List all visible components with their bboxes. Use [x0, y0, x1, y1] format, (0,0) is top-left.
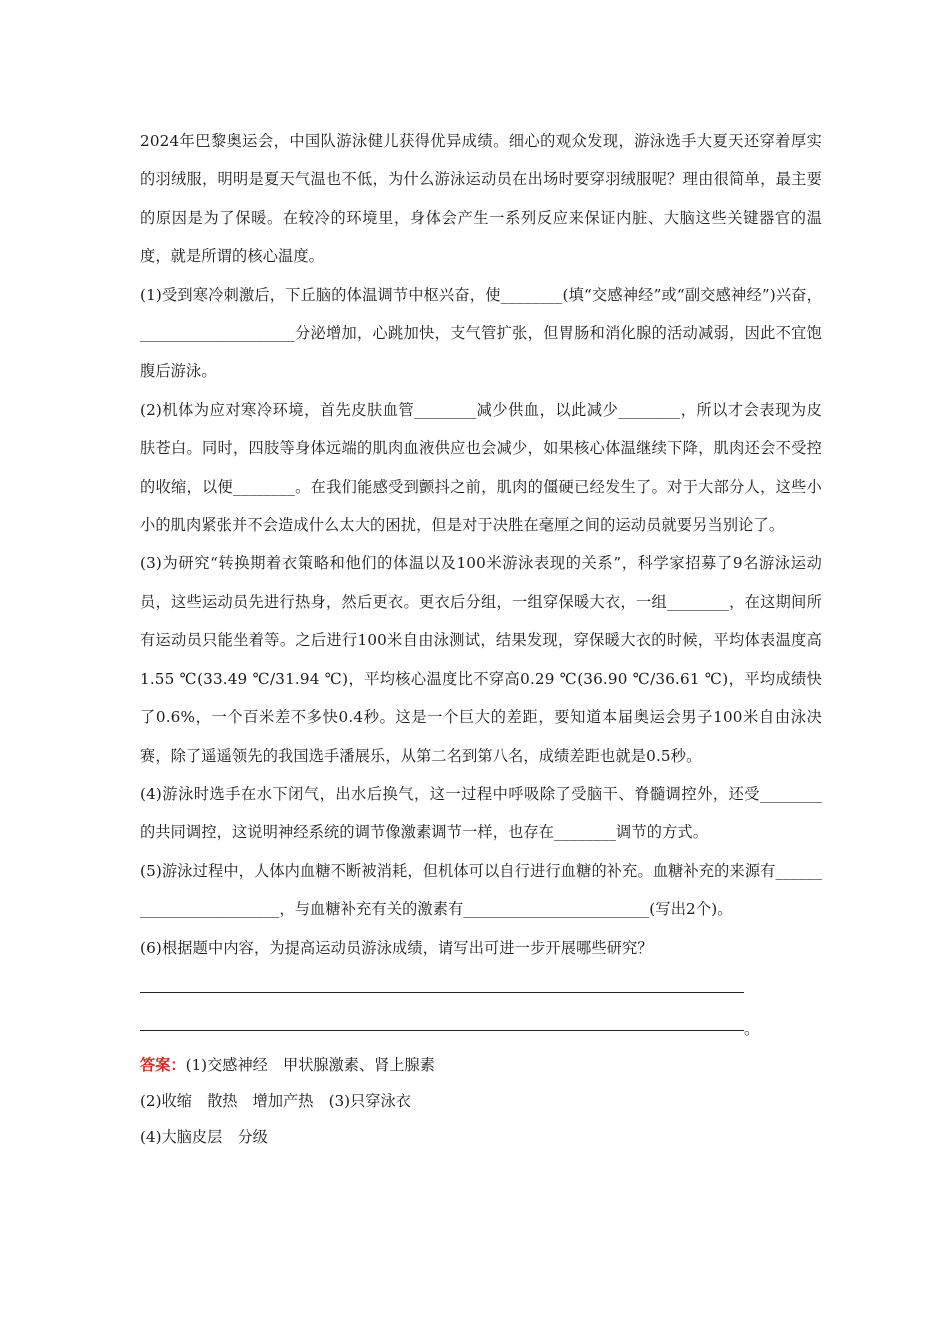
answer-line-2: (2)收缩 散热 增加产热 (3)只穿泳衣	[140, 1091, 411, 1110]
question-5: (5)游泳过程中，人体内血糖不断被消耗，但机体可以自行进行血糖的补充。血糖补充的来源有________________________，与血糖补充有关的激素有________________________(写出2个)。	[140, 861, 822, 919]
question-6: (6)根据题中内容，为提高运动员游泳成绩，请写出可进一步开展哪些研究？	[140, 938, 653, 957]
question-4: (4)游泳时选手在水下闭气，出水后换气，这一过程中呼吸除了受脑干、脊髓调控外，还受________的共同调控，这说明神经系统的调节像激素调节一样，也存在________调节的方式。	[140, 784, 822, 842]
answer-section	[140, 1047, 822, 1155]
answer-1: (1)交感神经 甲状腺激素、肾上腺素	[185, 1055, 435, 1074]
blank-rule	[140, 992, 744, 993]
intro-paragraph: 2024年巴黎奥运会，中国队游泳健儿获得优异成绩。细心的观众发现，游泳选手大夏天还穿着厚实的羽绒服，明明是夏天气温也不低，为什么游泳运动员在出场时要穿羽绒服呢？理由很简单，最主要的原因是为了保暖。在较冷的环境里，身体会产生一系列反应来保证内脏、大脑这些关键器官的温度，就是所谓的核心温度。	[140, 132, 822, 266]
question-3: (3)为研究“转换期着衣策略和他们的体温以及100米游泳表现的关系”，科学家招募了9名游泳运动员，这些运动员先进行热身，然后更衣。更衣后分组，一组穿保暖大衣，一组________，在这期间所有运动员只能坐着等。之后进行100米自由泳测试，结果发现，穿保暖大衣的时候，平均体表温度高1.55 ℃(33.49 ℃/31.94 ℃)，平均核心温度比不穿高0.29 ℃(36.90 ℃/36.61 ℃)，平均成绩快了0.6%，一个百米差不多快0.4秒。这是一个巨大的差距，要知道本届奥运会男子100米自由泳决赛，除了遥遥领先的我国选手潘展乐，从第二名到第八名，成绩差距也就是0.5秒。	[140, 554, 822, 765]
answer-label: 答案：	[140, 1055, 186, 1074]
blank-rule	[140, 1030, 744, 1031]
question-2: (2)机体为应对寒冷环境，首先皮肤血管________减少供血，以此减少________，所以才会表现为皮肤苍白。同时，四肢等身体远端的肌肉血液供应也会减少，如果核心体温继续下降，肌肉还会不受控的收缩，以便________。在我们能感受到颤抖之前，肌肉的僵硬已经发生了。对于大部分人，这些小小的肌肉紧张并不会造成什么太大的困扰，但是对于决胜在毫厘之间的运动员就要另当别论了。	[140, 400, 822, 535]
blank-line	[140, 1005, 822, 1043]
answer-line-3: (4)大脑皮层 分级	[140, 1127, 268, 1146]
answer-line-1	[140, 1047, 822, 1083]
blank-line-period: 。	[744, 1019, 760, 1038]
answer-blank-lines	[140, 967, 822, 1043]
question-1: (1)受到寒冷刺激后，下丘脑的体温调节中枢兴奋，使________(填“交感神经”或“副交感神经”)兴奋，____________________分泌增加，心跳加快，支气管扩张，但胃肠和消化腺的活动减弱，因此不宜饱腹后游泳。	[140, 285, 822, 381]
blank-line	[140, 967, 822, 1005]
document-page	[140, 122, 822, 1155]
